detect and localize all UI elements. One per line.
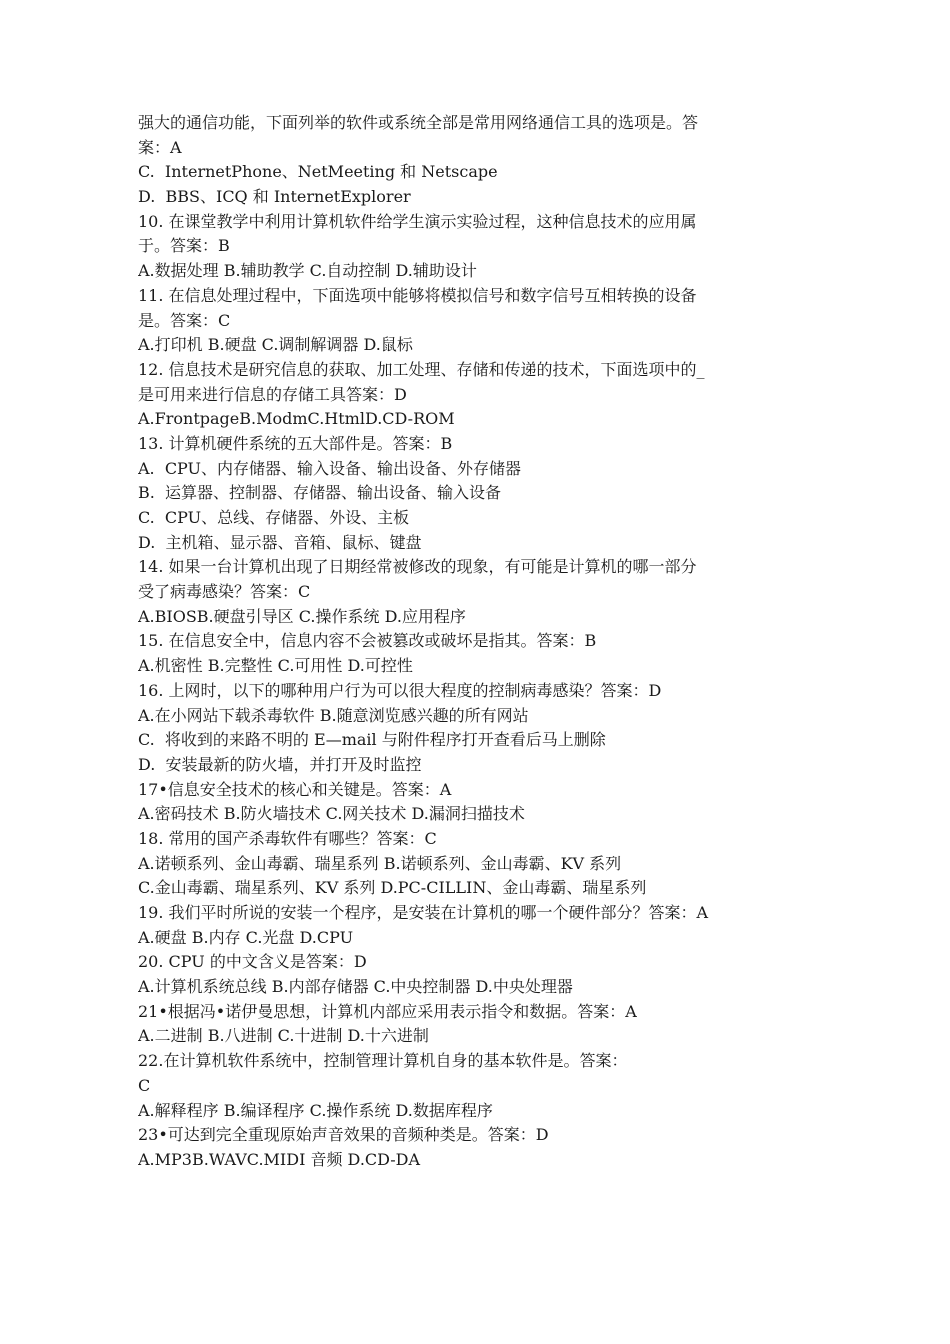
text-line: A.BIOSB.硬盘引导区 C.操作系统 D.应用程序 [138,606,466,626]
text-line: A.数据处理 B.辅助教学 C.自动控制 D.辅助设计 [138,261,477,281]
text-line: 12. 信息技术是研究信息的获取、加工处理、存储和传递的技术，下面选项中的_ [138,359,705,379]
text-line: A.诺顿系列、金山毒霸、瑞星系列 B.诺顿系列、金山毒霸、KV 系列 [138,853,622,873]
text-line: 19. 我们平时所说的安装一个程序，是安装在计算机的哪一个硬件部分？答案：A [138,903,709,922]
text-line: 13. 计算机硬件系统的五大部件是。答案：B [138,433,453,453]
text-line: D. BBS、ICQ 和 InternetExplorer [138,187,411,207]
text-line: A.FrontpageB.ModmC.HtmlD.CD-ROM [138,409,455,429]
text-line: 受了病毒感染？答案：C [138,582,311,602]
text-line: A.在小网站下载杀毒软件 B.随意浏览感兴趣的所有网站 [138,705,529,725]
text-line: C.金山毒霸、瑞星系列、KV 系列 D.PC-CILLIN、金山毒霸、瑞星系列 [138,878,647,898]
text-line: A.密码技术 B.防火墙技术 C.网关技术 D.漏洞扫描技术 [138,804,525,824]
text-line: 22.在计算机软件系统中，控制管理计算机自身的基本软件是。答案： [138,1051,628,1071]
text-line: A.解释程序 B.编译程序 C.操作系统 D.数据库程序 [138,1100,493,1120]
text-line: A.机密性 B.完整性 C.可用性 D.可控性 [138,656,413,676]
text-line: 是可用来进行信息的存储工具答案：D [138,384,407,404]
text-line: 17•信息安全技术的核心和关键是。答案：A [138,779,452,799]
text-line: 案：A [138,137,182,157]
text-line: C [138,1075,151,1095]
text-line: 18. 常用的国产杀毒软件有哪些？答案：C [138,828,437,848]
text-line: A.MP3B.WAVC.MIDI 音频 D.CD-DA [138,1149,421,1169]
text-line: B. 运算器、控制器、存储器、输出设备、输入设备 [138,483,502,503]
text-line: A.硬盘 B.内存 C.光盘 D.CPU [138,927,354,947]
text-line: C. InternetPhone、NetMeeting 和 Netscape [138,162,498,182]
text-line: 23•可达到完全重现原始声音效果的音频种类是。答案：D [138,1125,549,1145]
text-line: 强大的通信功能，下面列举的软件或系统全部是常用网络通信工具的选项是。答 [138,113,699,132]
text-line: D. 安装最新的防火墙，并打开及时监控 [138,754,422,774]
text-line: A. CPU、内存储器、输入设备、输出设备、外存储器 [138,458,522,478]
text-line: 10. 在课堂教学中利用计算机软件给学生演示实验过程，这种信息技术的应用属 [138,211,697,231]
text-line: C. CPU、总线、存储器、外设、主板 [138,508,410,527]
document-body [138,111,828,1173]
text-line: D. 主机箱、显示器、音箱、鼠标、键盘 [138,532,422,552]
text-line: A.计算机系统总线 B.内部存储器 C.中央控制器 D.中央处理器 [138,977,573,997]
text-line: 16. 上网时，以下的哪种用户行为可以很大程度的控制病毒感染？答案：D [138,680,662,700]
text-line: 20. CPU 的中文含义是答案：D [138,952,367,972]
text-line: C. 将收到的来路不明的 E—mail 与附件程序打开查看后马上删除 [138,730,606,750]
text-line: A.二进制 B.八进制 C.十进制 D.十六进制 [138,1026,429,1046]
text-line: 14. 如果一台计算机出现了日期经常被修改的现象，有可能是计算机的哪一部分 [138,557,697,577]
text-line: 21•根据冯•诺伊曼思想，计算机内部应采用表示指令和数据。答案：A [138,1001,637,1021]
text-line: 是。答案：C [138,310,231,330]
text-line: 于。答案：B [138,236,230,256]
text-line: A.打印机 B.硬盘 C.调制解调器 D.鼠标 [138,335,413,355]
text-line: 11. 在信息处理过程中，下面选项中能够将模拟信号和数字信号互相转换的设备 [138,285,697,305]
text-line: 15. 在信息安全中，信息内容不会被篡改或破坏是指其。答案：B [138,631,597,651]
